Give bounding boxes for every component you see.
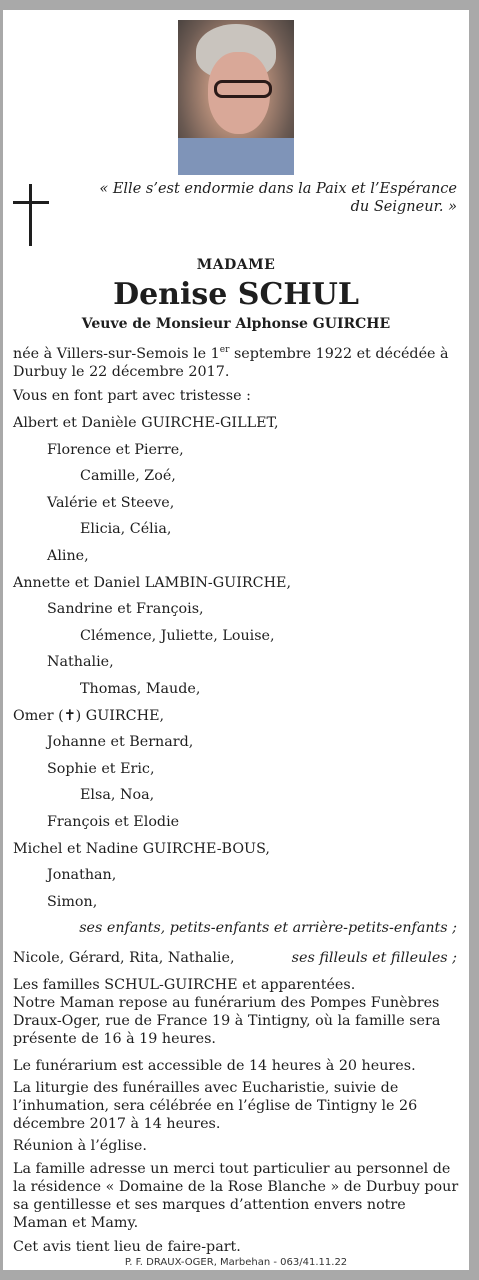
family-member-line: Michel et Nadine GUIRCHE-BOUS,: [13, 840, 270, 857]
family-member-line: Nathalie,: [47, 654, 114, 671]
family-member-line: Elsa, Noa,: [80, 787, 155, 804]
family-member-line: Simon,: [47, 893, 98, 910]
family-member-line: Clémence, Juliette, Louise,: [80, 627, 275, 644]
family-member-line: Omer (✝) GUIRCHE,: [13, 707, 165, 724]
family-member-line: Jonathan,: [47, 867, 117, 884]
family-member-line: Sandrine et François,: [47, 601, 204, 618]
deceased-name: Denise SCHUL: [113, 277, 359, 312]
intro: Vous en font part avec tristesse :: [13, 388, 251, 404]
godchildren-caption: ses filleuls et filleules ;: [291, 950, 457, 966]
rest-paragraph: Notre Maman repose au funérarium des Pompes Funèbres Draux-Oger, rue de France 19 à Tintigny, où la famille sera présente de 16 à 19 heures.: [13, 995, 441, 1047]
children-caption: ses enfants, petits-enfants et arrière-petits-enfants ;: [79, 920, 457, 936]
notice-paragraph: Cet avis tient lieu de faire-part.: [13, 1239, 241, 1255]
birth-death-line: née à Villers-sur-Semois le 1er septembre 1922 et décédée à Durbuy le 22 décembre 2017.: [13, 345, 449, 380]
family-member-line: Johanne et Bernard,: [47, 734, 194, 751]
widow-of: Veuve de Monsieur Alphonse GUIRCHE: [81, 316, 391, 332]
family-member-line: Valérie et Steeve,: [47, 494, 175, 511]
family-member-line: François et Elodie: [47, 814, 180, 830]
thanks-paragraph: La famille adresse un merci tout particulier au personnel de la résidence « Domaine de la Rose Blanche » de Durbuy pour sa gentillesse et ses marques d’attention envers notre Maman et Mamy.: [13, 1161, 459, 1231]
quote: « Elle s’est endormie dans la Paix et l’Espérance du Seigneur. »: [99, 181, 457, 215]
hours-paragraph: Le funérarium est accessible de 14 heures à 20 heures.: [13, 1058, 416, 1074]
family-member-line: Camille, Zoé,: [80, 468, 176, 485]
portrait-photo: [178, 20, 294, 175]
godchildren: Nicole, Gérard, Rita, Nathalie,: [13, 950, 235, 966]
family-member-line: Sophie et Eric,: [47, 760, 155, 777]
footer: P. F. DRAUX-OGER, Marbehan - 063/41.11.22: [124, 1257, 348, 1268]
families: Les familles SCHUL-GUIRCHE et apparentées.: [13, 977, 356, 993]
family-member-line: Annette et Daniel LAMBIN-GUIRCHE,: [13, 574, 292, 591]
cross-icon: [13, 184, 49, 246]
family-member-line: Albert et Danièle GUIRCHE-GILLET,: [13, 415, 279, 431]
family-member-line: Florence et Pierre,: [47, 441, 184, 458]
family-member-line: Thomas, Maude,: [80, 681, 201, 697]
title: MADAME: [196, 257, 276, 273]
liturgy-paragraph: La liturgie des funérailles avec Eucharistie, suivie de l’inhumation, sera célébrée en l’église de Tintigny le 26 décembre 2017 à 14 heures.: [13, 1080, 418, 1132]
obituary-card: [3, 10, 469, 1270]
family-member-line: Elicia, Célia,: [80, 521, 172, 538]
family-member-line: Aline,: [47, 548, 89, 564]
meeting-paragraph: Réunion à l’église.: [13, 1138, 147, 1154]
